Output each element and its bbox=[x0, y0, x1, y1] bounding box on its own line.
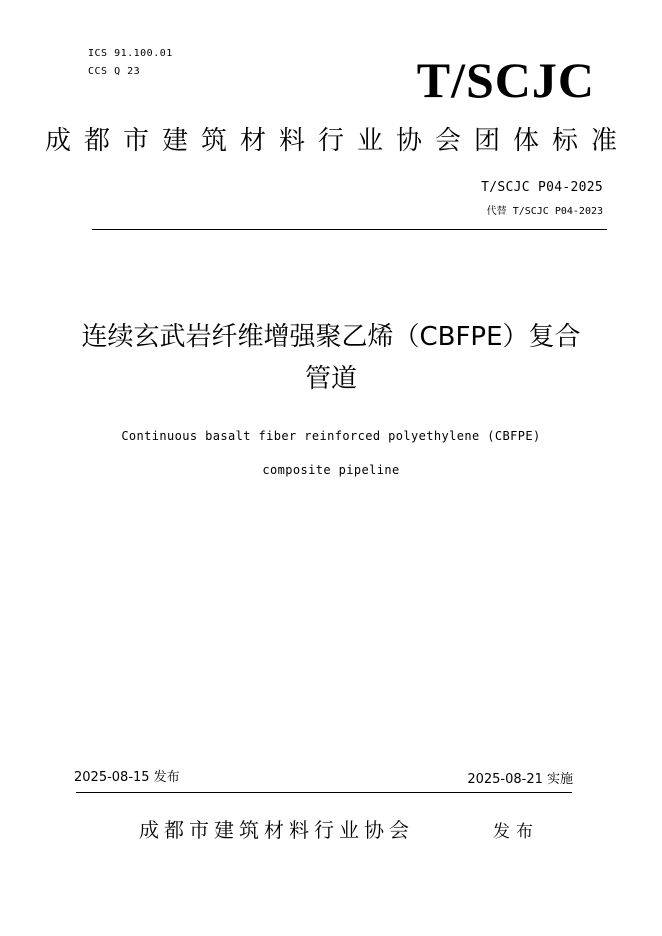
document-title-en-line1: Continuous basalt fiber reinforced polyethylene (CBFPE) bbox=[121, 429, 541, 443]
standard-number: T/SCJC P04-2025 bbox=[481, 180, 603, 195]
footer-divider bbox=[76, 792, 572, 793]
document-title-cn-line2: 管道 bbox=[304, 364, 357, 394]
association-standard-title: 成都市建筑材料行业协会团体标准 bbox=[44, 126, 630, 156]
publish-label: 发布 bbox=[493, 822, 539, 842]
ics-code: ICS 91.100.01 bbox=[88, 48, 173, 59]
ccs-code: CCS Q 23 bbox=[88, 66, 141, 77]
issuing-organization: 成都市建筑材料行业协会 bbox=[139, 818, 414, 842]
replaced-standard: 代替 T/SCJC P04-2023 bbox=[486, 206, 603, 217]
header-divider bbox=[92, 229, 607, 230]
document-title-en-line2: composite pipeline bbox=[262, 463, 400, 477]
issue-date: 2025-08-15 发布 bbox=[74, 770, 180, 785]
standard-logo: T/SCJC bbox=[416, 52, 595, 108]
document-title-cn-line1: 连续玄武岩纤维增强聚乙烯（CBFPE）复合 bbox=[81, 322, 581, 352]
implementation-date: 2025-08-21 实施 bbox=[467, 772, 573, 787]
document-title-cn bbox=[0, 316, 662, 400]
